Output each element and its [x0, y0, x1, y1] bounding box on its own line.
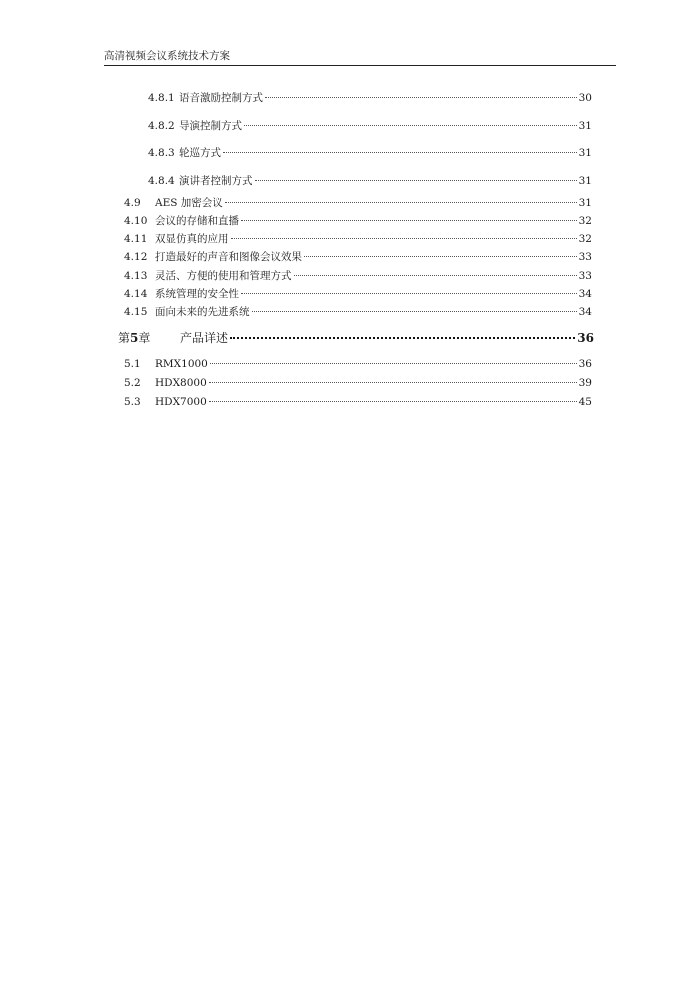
toc-entry-page: 34: [578, 288, 592, 300]
toc-entry-4-11[interactable]: [124, 233, 592, 246]
toc-entry-number: 4.10: [124, 215, 148, 227]
toc-entry-4-8-2[interactable]: [148, 120, 592, 133]
toc-entry-number: 4.9: [124, 197, 141, 209]
toc-entry-title: 会议的存储和直播: [155, 215, 239, 227]
toc-entry-4-8-1[interactable]: [148, 92, 592, 105]
toc-entry-title: 产品详述: [180, 331, 229, 345]
toc-leader-dots: [265, 97, 577, 98]
toc-entry-page: 36: [577, 331, 594, 345]
toc-entry-4-13[interactable]: [124, 270, 592, 283]
toc-entry-5-2[interactable]: [124, 377, 592, 390]
toc-leader-dots: [244, 125, 577, 126]
toc-entry-page: 31: [578, 120, 592, 132]
toc-entry-5-3[interactable]: [124, 396, 592, 409]
toc-entry-number: 5.3: [124, 396, 141, 408]
toc-entry-4-12[interactable]: [124, 251, 592, 264]
toc-entry-number: 4.15: [124, 306, 148, 318]
toc-entry-title: 轮巡方式: [179, 147, 221, 159]
toc-entry-title: 双显仿真的应用: [155, 233, 229, 245]
toc-leader-dots: [230, 337, 575, 339]
toc-entry-title: RMX1000: [155, 358, 208, 370]
toc-entry-number: 4.8.3: [148, 147, 175, 159]
toc-chapter-number: [118, 331, 180, 346]
toc-entry-page: 32: [578, 233, 592, 245]
toc-entry-number: 4.8.4: [148, 175, 175, 187]
toc-entry-4-8-3[interactable]: [148, 147, 592, 160]
toc-entry-title: 语音激励控制方式: [179, 92, 263, 104]
chapter-number: 5: [130, 331, 139, 345]
toc-leader-dots: [231, 238, 577, 239]
toc-leader-dots: [252, 311, 577, 312]
toc-entry-page: 31: [578, 197, 592, 209]
toc-entry-5-1[interactable]: [124, 358, 592, 371]
chapter-suffix: 章: [138, 331, 151, 345]
toc-entry-title: 演讲者控制方式: [179, 175, 253, 187]
toc-entry-number: 4.8.2: [148, 120, 175, 132]
toc-leader-dots: [209, 401, 577, 402]
toc-leader-dots: [225, 202, 577, 203]
toc-entry-page: 31: [578, 175, 592, 187]
toc-entry-page: 39: [578, 377, 592, 389]
toc-leader-dots: [210, 363, 577, 364]
toc-entry-4-10[interactable]: [124, 215, 592, 228]
toc-entry-page: 30: [578, 92, 592, 104]
toc-entry-page: 33: [578, 270, 592, 282]
toc-entry-page: 32: [578, 215, 592, 227]
toc-entry-page: 34: [578, 306, 592, 318]
toc-entry-number: 4.13: [124, 270, 148, 282]
toc-entry-title: 系统管理的安全性: [155, 288, 239, 300]
toc-entry-4-9[interactable]: [124, 197, 592, 210]
toc-entry-title: HDX7000: [155, 396, 207, 408]
toc-entry-4-14[interactable]: [124, 288, 592, 301]
toc-entry-number: 4.14: [124, 288, 148, 300]
toc-entry-number: 4.8.1: [148, 92, 175, 104]
toc-entry-title: 打造最好的声音和图像会议效果: [155, 251, 302, 263]
toc-entry-number: 5.2: [124, 377, 141, 389]
toc-entry-number: 4.11: [124, 233, 148, 245]
toc-entry-chapter-5[interactable]: [118, 331, 594, 346]
toc-entry-title: HDX8000: [155, 377, 207, 389]
toc-entry-title: 面向未来的先进系统: [155, 306, 250, 318]
toc-leader-dots: [223, 152, 577, 153]
toc-entry-title: AES 加密会议: [155, 197, 223, 209]
toc-entry-title: 导演控制方式: [179, 120, 242, 132]
toc-entry-number: 5.1: [124, 358, 141, 370]
toc-leader-dots: [304, 256, 577, 257]
toc-leader-dots: [255, 180, 577, 181]
running-header: 高清视频会议系统技术方案: [104, 50, 616, 66]
toc-entry-page: 31: [578, 147, 592, 159]
toc-leader-dots: [241, 293, 577, 294]
toc-leader-dots: [294, 275, 577, 276]
toc-entry-4-15[interactable]: [124, 306, 592, 319]
toc-entry-title: 灵活、方便的使用和管理方式: [155, 270, 292, 282]
toc-leader-dots: [241, 220, 577, 221]
chapter-prefix: 第: [118, 331, 131, 345]
toc-entry-4-8-4[interactable]: [148, 175, 592, 188]
toc-entry-page: 45: [578, 396, 592, 408]
toc-entry-page: 36: [578, 358, 592, 370]
toc-entry-number: 4.12: [124, 251, 148, 263]
toc-leader-dots: [209, 382, 577, 383]
toc-entry-page: 33: [578, 251, 592, 263]
